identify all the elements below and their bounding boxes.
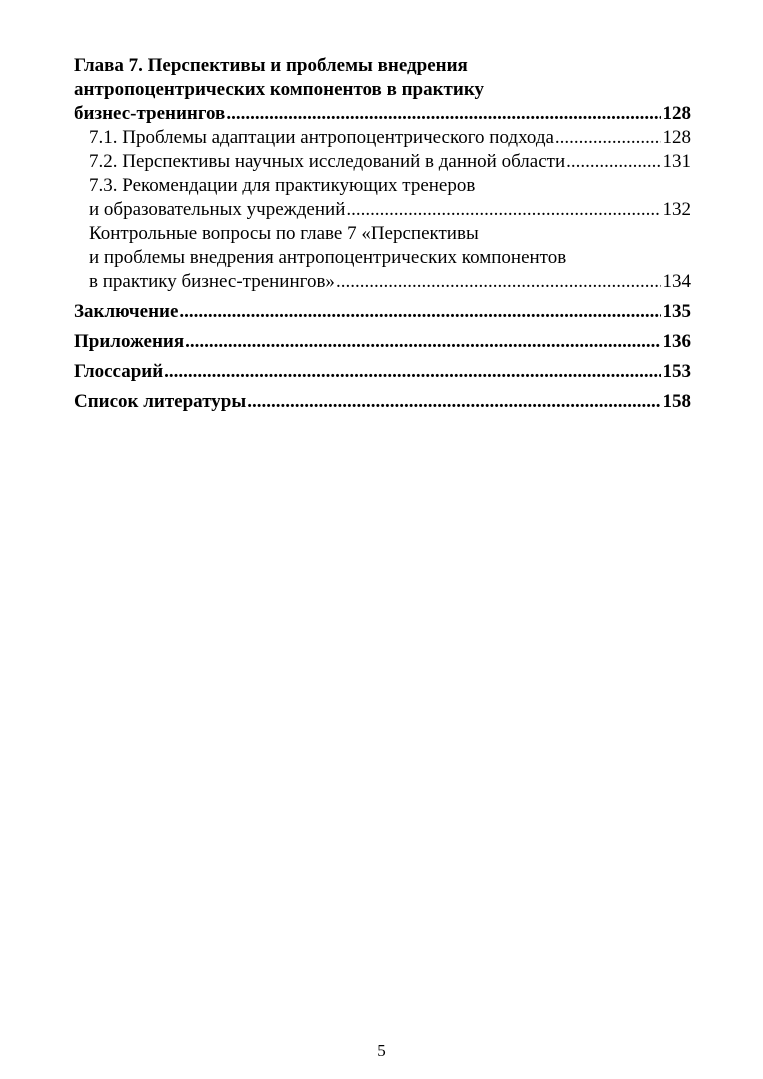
toc-entry-title: 7.1. Проблемы адаптации антропоцентрического подхода — [89, 127, 554, 148]
toc-entry-leader-line — [74, 360, 691, 384]
toc-entry-references[interactable] — [74, 390, 691, 414]
dot-leader — [179, 300, 660, 324]
toc-entry-glossary[interactable] — [74, 360, 691, 384]
toc-entry-page: 158 — [662, 391, 691, 412]
toc-entry-page: 128 — [662, 127, 691, 148]
toc-entry-conclusion[interactable] — [74, 300, 691, 324]
toc-entry-title-line: 7.3. Рекомендации для практикующих тренеров — [89, 175, 476, 196]
table-of-contents — [74, 54, 691, 414]
toc-entry-section-7-3[interactable] — [74, 174, 691, 222]
page-number: 5 — [377, 1041, 386, 1060]
toc-entry-title: 7.2. Перспективы научных исследований в данной области — [89, 151, 566, 172]
toc-entry-leader-line — [74, 102, 691, 126]
toc-entry-page: 136 — [662, 331, 691, 352]
toc-entry-title: Заключение — [74, 301, 179, 322]
toc-entry-leader-line — [74, 330, 691, 354]
toc-entry-title: и образовательных учреждений — [89, 199, 346, 220]
toc-entry-leader-line — [74, 390, 691, 414]
toc-entry-appendices[interactable] — [74, 330, 691, 354]
toc-entry-leader-line — [74, 300, 691, 324]
dot-leader — [226, 102, 660, 126]
toc-entry-page: 132 — [662, 199, 691, 220]
toc-entry-section-7-2[interactable] — [74, 150, 691, 174]
toc-entry-chapter-7[interactable] — [74, 54, 691, 126]
toc-entry-title-line: Контрольные вопросы по главе 7 «Перспективы — [89, 223, 479, 244]
toc-entry-title: Список литературы — [74, 391, 247, 412]
dot-leader — [185, 330, 660, 354]
toc-entry-leader-line — [89, 150, 691, 174]
toc-entry-page: 135 — [662, 301, 691, 322]
dot-leader — [346, 198, 660, 222]
toc-entry-page: 153 — [662, 361, 691, 382]
toc-entry-page: 131 — [662, 151, 691, 172]
toc-entry-review-questions-7[interactable] — [74, 222, 691, 294]
toc-entry-leader-line — [89, 198, 691, 222]
toc-entry-page: 128 — [662, 103, 691, 124]
toc-entry-title: в практику бизнес-тренингов» — [89, 271, 335, 292]
dot-leader — [566, 150, 660, 174]
toc-entry-section-7-1[interactable] — [74, 126, 691, 150]
toc-entry-title-line: и проблемы внедрения антропоцентрических компонентов — [89, 247, 567, 268]
dot-leader — [555, 126, 661, 150]
toc-entry-leader-line — [89, 126, 691, 150]
toc-entry-title: бизнес-тренингов — [74, 103, 226, 124]
toc-entry-leader-line — [89, 270, 691, 294]
toc-entry-page: 134 — [662, 271, 691, 292]
toc-entry-title-line: антропоцентрических компонентов в практику — [74, 79, 484, 100]
dot-leader — [164, 360, 660, 384]
toc-entry-title: Глоссарий — [74, 361, 164, 382]
toc-entry-title: Приложения — [74, 331, 185, 352]
toc-entry-title-line: Глава 7. Перспективы и проблемы внедрения — [74, 55, 468, 76]
dot-leader — [247, 390, 660, 414]
dot-leader — [336, 270, 661, 294]
